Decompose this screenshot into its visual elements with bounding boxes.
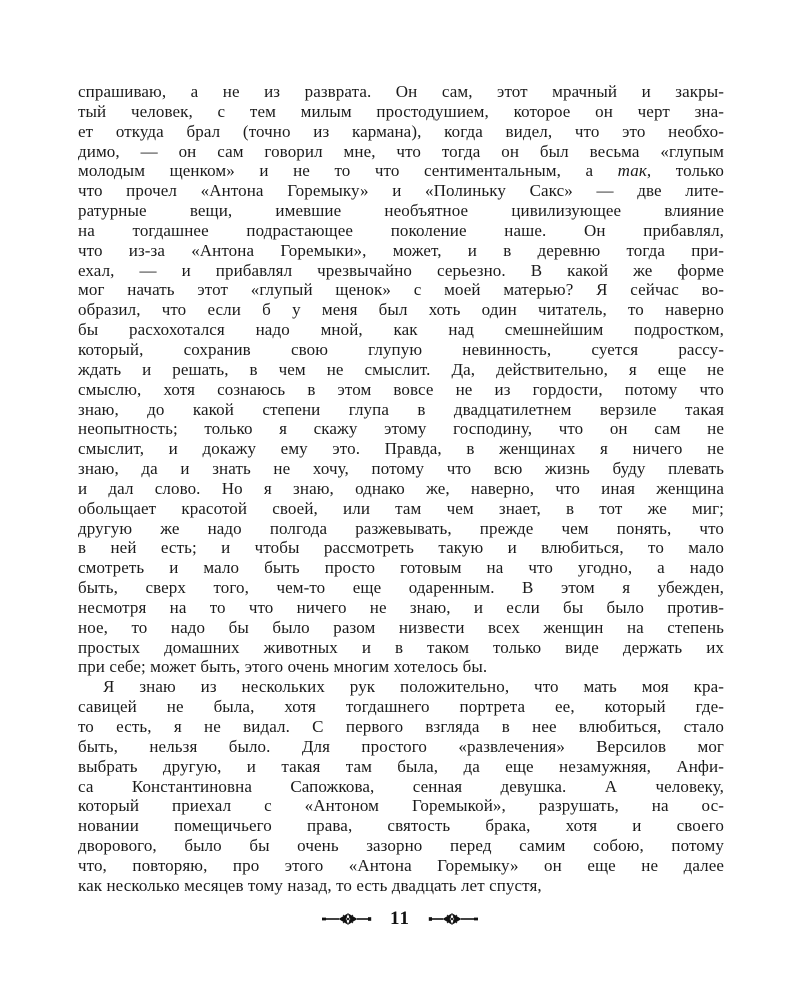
- text-line: новании помещичьего права, святость брака, хотя и своего: [78, 816, 724, 836]
- text-lines: [78, 82, 724, 896]
- text-line: димо, — он сам говорил мне, что тогда он был весьма «глупым: [78, 141, 724, 161]
- fleuron-dash-icon: [322, 912, 374, 926]
- text-line: ратурные вещи, имевшие необъятное цивилизующее влияние: [78, 201, 724, 221]
- fleuron-dash-icon: [426, 912, 478, 926]
- text-line: ехал, — и прибавлял чрезвычайно серьезно. В какой же форме: [78, 260, 724, 280]
- text-line: ное, то надо бы было разом низвести всех женщин на степень: [78, 617, 724, 637]
- text-line: что прочел «Антона Горемыку» и «Полиньку Сакс» — две лите-: [78, 181, 724, 201]
- text-line: быть, сверх того, чем-то еще одаренным. В этом я убежден,: [78, 578, 724, 598]
- text-line: дворового, было бы очень зазорно перед самим собою, потому: [78, 836, 724, 856]
- page-number: 11: [390, 908, 410, 929]
- text-line: молодым щенком» и не то что сентиментальным, а так, только: [78, 161, 724, 181]
- text-line: на тогдашнее подрастающее поколение наше. Он прибавлял,: [78, 220, 724, 240]
- text-line: простых домашних животных и в таком только виде держать их: [78, 637, 724, 657]
- page-footer: [0, 904, 800, 934]
- text-line: са Константиновна Сапожкова, сенная девушка. А человеку,: [78, 776, 724, 796]
- text-line: при себе; может быть, этого очень многим хотелось бы.: [78, 657, 488, 677]
- text-line: спрашиваю, а не из разврата. Он сам, этот мрачный и закры-: [78, 82, 724, 101]
- text-line: ет откуда брал (точно из кармана), когда видел, что это необхо-: [78, 121, 724, 141]
- text-line: знаю, до какой степени глупа в двадцатилетнем верзиле такая: [78, 399, 724, 419]
- text-line: что, повторяю, про этого «Антона Горемыку» он еще не далее: [78, 855, 724, 875]
- text-line: быть, нельзя было. Для простого «развлечения» Версилов мог: [78, 736, 724, 756]
- text-line: который, сохранив свою глупую невинность, суется рассу-: [78, 339, 724, 359]
- text-line: то есть, я не видал. С первого взгляда в нее влюбиться, стало: [78, 717, 724, 736]
- text-line: и дал слово. Но я знаю, однако же, наверно, что иная женщина: [78, 478, 724, 498]
- text-line: смыслю, хотя сознаюсь в этом вовсе не из гордости, потому что: [78, 379, 724, 399]
- text-line: выбрать другую, и такая там была, да еще незамужняя, Анфи-: [78, 756, 724, 776]
- text-line: мог начать этот «глупый щенок» с моей матерью? Я сейчас во-: [78, 280, 724, 300]
- text-line: обольщает красотой своей, или там чем знает, в тот же миг;: [78, 498, 724, 518]
- text-line: ждать и решать, в чем не смыслит. Да, действительно, я еще не: [78, 359, 724, 379]
- text-line: другую же надо полгода разжевывать, прежде чем понять, что: [78, 518, 724, 538]
- text-line: тый человек, с тем милым простодушием, которое он черт зна-: [78, 101, 724, 121]
- text-line: несмотря на то что ничего не знаю, и если бы было против-: [78, 597, 724, 617]
- text-line: смыслит, и докажу ему это. Правда, в женщинах я ничего не: [78, 439, 724, 459]
- text-line: что из-за «Антона Горемыки», может, и в деревню тогда при-: [78, 240, 724, 260]
- text-line: образил, что если б у меня был хоть один читатель, то наверно: [78, 300, 724, 320]
- text-line: в ней есть; и чтобы рассмотреть такую и влюбиться, то мало: [78, 538, 724, 558]
- text-line: Я знаю из нескольких рук положительно, что мать моя кра-: [103, 677, 724, 697]
- text-line: как несколько месяцев тому назад, то есть двадцать лет спустя,: [78, 875, 542, 895]
- text-line: неопытность; только я скажу этому господину, что он сам не: [78, 419, 724, 439]
- text-line: который приехал с «Антоном Горемыкой», разрушать, на ос-: [78, 796, 724, 816]
- text-line: смотреть и мало быть просто готовым на что угодно, а надо: [78, 558, 724, 578]
- text-line: савицей не была, хотя тогдашнего портрета ее, который где-: [78, 697, 724, 717]
- text-line: бы расхохотался надо мной, как над смешнейшим подростком,: [78, 320, 724, 340]
- text-line: знаю, да и знать не хочу, потому что всю жизнь буду плевать: [78, 459, 724, 479]
